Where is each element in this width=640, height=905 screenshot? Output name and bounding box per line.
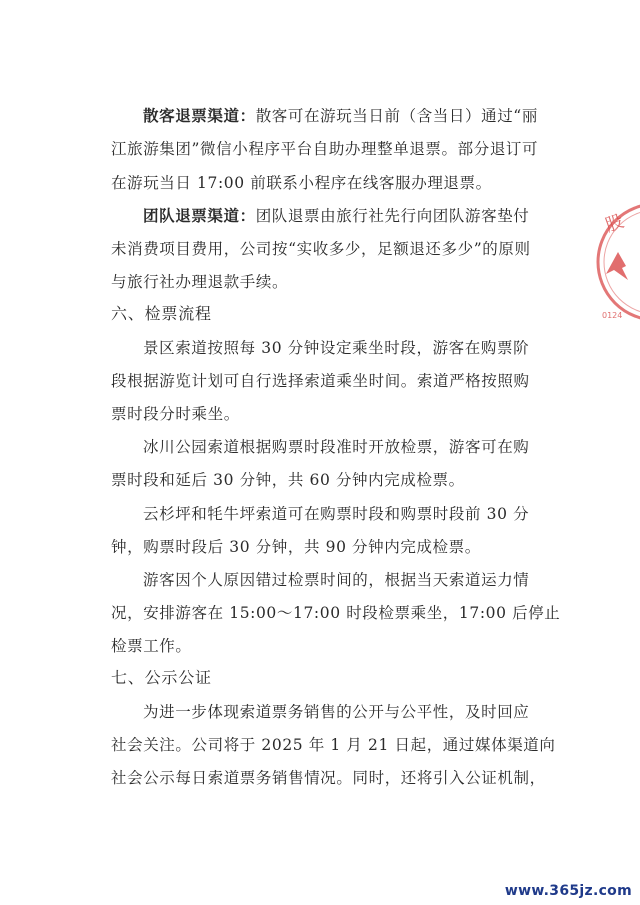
seal-stamp-icon [596, 196, 640, 328]
section-heading-7: 七、公示公证 [111, 668, 212, 687]
paragraph-6-line-3: 检票工作。 [111, 637, 192, 655]
paragraph-2-line-3: 与旅行社办理退款手续。 [111, 273, 289, 291]
paragraph-5-line-1: 云杉坪和牦牛坪索道可在购票时段和购票时段前 30 分 [143, 505, 530, 523]
paragraph-6-line-2: 况，安排游客在 15:00～17:00 时段检票乘坐，17:00 后停止 [111, 604, 561, 622]
paragraph-4-line-2: 票时段和延后 30 分钟，共 60 分钟内完成检票。 [111, 471, 465, 489]
paragraph-7-line-2: 社会关注。公司将于 2025 年 1 月 21 日起，通过媒体渠道向 [111, 736, 556, 754]
paragraph-7-line-3: 社会公示每日索道票务销售情况。同时，还将引入公证机制， [111, 769, 546, 787]
paragraph-1-line-2: 江旅游集团”微信小程序平台自助办理整单退票。部分退订可 [111, 140, 539, 158]
seal-text-top: 股 [602, 210, 627, 237]
paragraph-5-line-2: 钟，购票时段后 30 分钟，共 90 分钟内完成检票。 [111, 538, 481, 556]
paragraph-1-text: 散客可在游玩当日前（含当日）通过“丽 [255, 107, 538, 125]
paragraph-6-line-1: 游客因个人原因错过检票时间的，根据当天索道运力情 [143, 571, 530, 589]
paragraph-1-line-1 [143, 105, 538, 127]
paragraph-2-line-2: 未消费项目费用，公司按“实收多少，足额退还多少”的原则 [111, 240, 531, 258]
paragraph-1-line-3: 在游玩当日 17:00 前联系小程序在线客服办理退票。 [111, 174, 492, 192]
refund-channel-group-label: 团队退票渠道： [143, 206, 256, 225]
site-watermark: www.365jz.com [504, 883, 632, 899]
paragraph-7-line-1: 为进一步体现索道票务销售的公开与公平性，及时回应 [143, 703, 530, 721]
paragraph-2-line-1 [143, 205, 529, 227]
refund-channel-individual-label: 散客退票渠道： [143, 106, 256, 125]
paragraph-3-line-3: 票时段分时乘坐。 [111, 405, 240, 423]
paragraph-2-text: 团队退票由旅行社先行向团队游客垫付 [255, 207, 530, 225]
official-seal-stamp [596, 196, 640, 328]
paragraph-3-line-1: 景区索道按照每 30 分钟设定乘坐时段，游客在购票阶 [143, 339, 530, 357]
paragraph-3-line-2: 段根据游览计划可自行选择索道乘坐时间。索道严格按照购 [111, 372, 530, 390]
seal-text-bottom: 0124 [602, 311, 623, 320]
section-heading-6: 六、检票流程 [111, 304, 212, 323]
paragraph-4-line-1: 冰川公园索道根据购票时段准时开放检票，游客可在购 [143, 438, 530, 456]
